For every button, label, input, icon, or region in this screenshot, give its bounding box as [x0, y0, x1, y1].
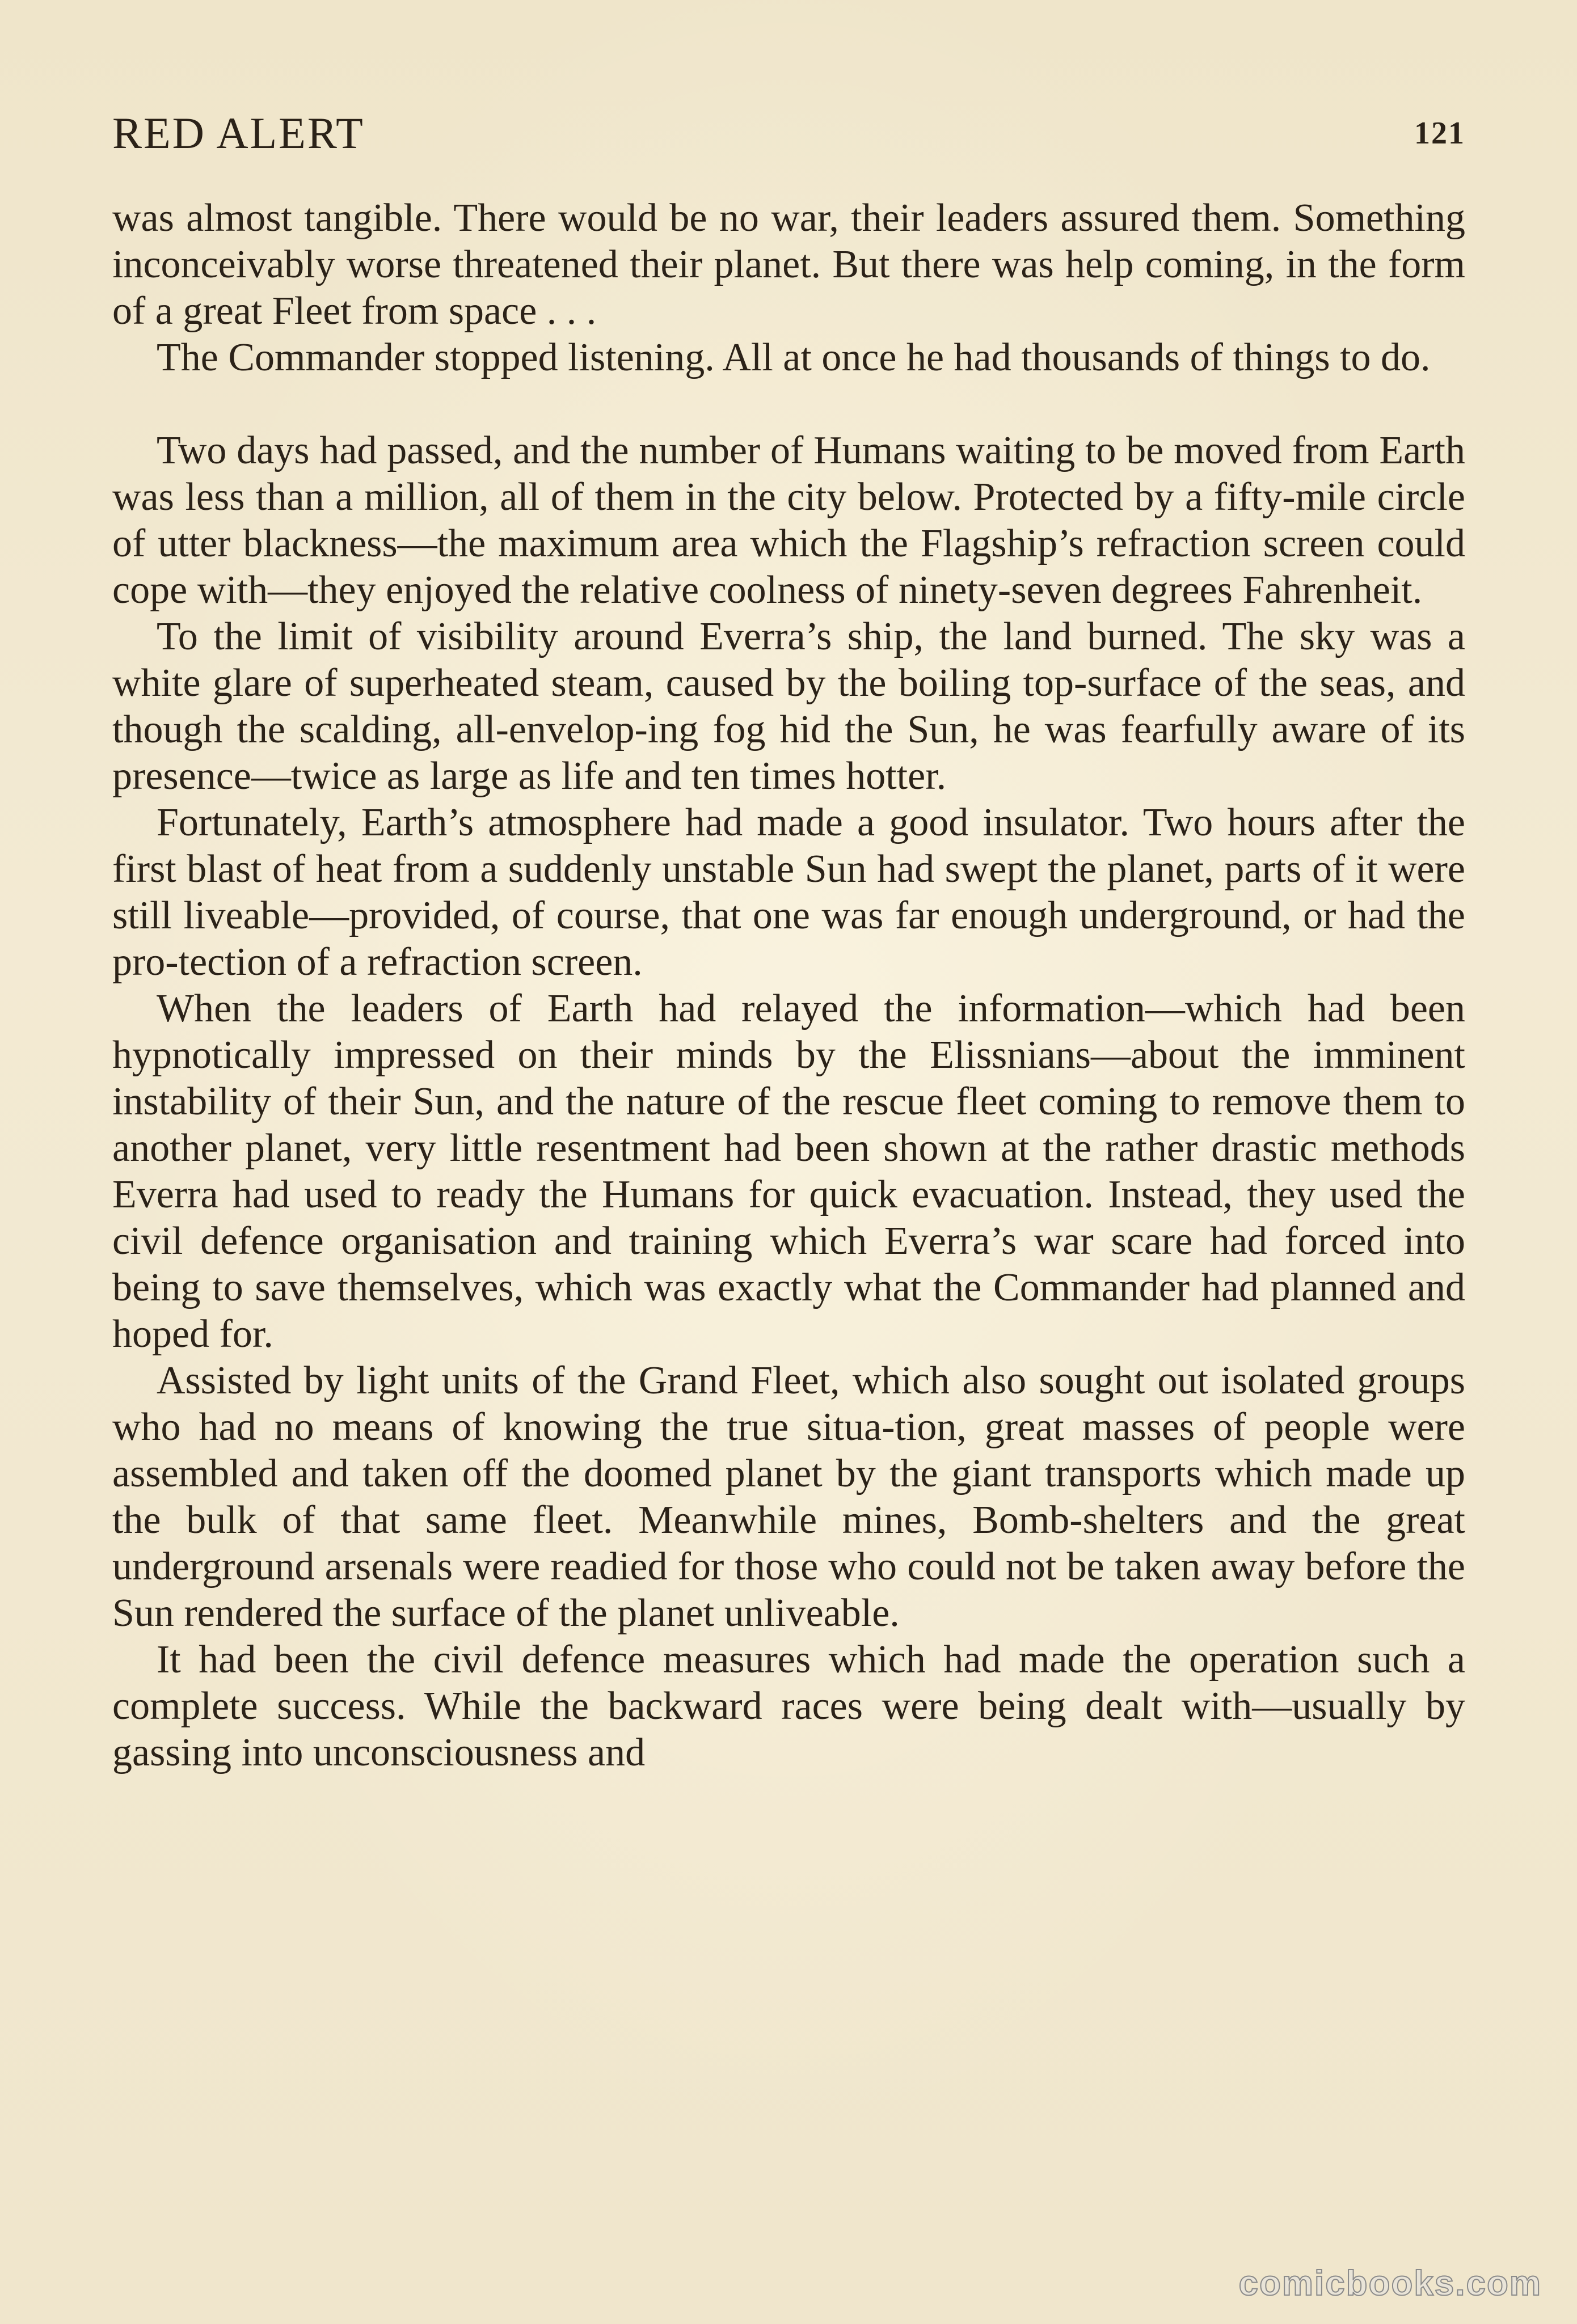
paragraph: When the leaders of Earth had relayed the information—which had been hypnotically impressed on their minds by the Elissnians—about the imminent instability of their Sun, and the nature of the rescue fleet coming to remove them to another planet, very little resentment had been shown at the rather drastic methods Everra had used to ready the Humans for quick evacuation. Instead, they used the civil defence organisation and training which Everra’s war scare had forced into being to save themselves, which was exactly what the Commander had planned and hoped for.: [112, 987, 1465, 1356]
paragraph: The Commander stopped listening. All at once he had thousands of things to do.: [157, 336, 1431, 379]
page-number: 121: [1414, 116, 1465, 151]
paragraph: Assisted by light units of the Grand Fleet, which also sought out isolated groups who had no means of knowing the true situa-tion, great masses of people were assembled and taken off the doomed planet by the giant transports which made up the bulk of that same fleet. Meanwhile mines, Bomb-shelters and the great underground arsenals were readied for those who could not be taken away before the Sun rendered the surface of the planet unliveable.: [112, 1359, 1465, 1635]
paragraph: It had been the civil defence measures which had made the operation such a complete success. While the backward races were being dealt with—usually by gassing into unconsciousness and: [112, 1638, 1465, 1774]
paragraph: was almost tangible. There would be no war, their leaders assured them. Something inconceivably worse threatened their planet. But there was help coming, in the form of a great Fleet from space . . .: [112, 196, 1465, 333]
paragraph: To the limit of visibility around Everra’s ship, the land burned. The sky was a white glare of superheated steam, caused by the boiling top-surface of the seas, and though the scalding, all-envelop-ing fog hid the Sun, he was fearfully aware of its presence—twice as large as life and ten times hotter.: [112, 615, 1465, 798]
paragraph: Two days had passed, and the number of Humans waiting to be moved from Earth was less than a million, all of them in the city below. Protected by a fifty-mile circle of utter blackness—the maximum area which the Flagship’s refraction screen could cope with—they enjoyed the relative coolness of ninety-seven degrees Fahrenheit.: [112, 429, 1465, 612]
running-head: [112, 102, 1465, 164]
paragraph: Fortunately, Earth’s atmosphere had made a good insulator. Two hours after the first blast of heat from a suddenly unstable Sun had swept the planet, parts of it were still liveable—provided, of course, that one was far enough underground, or had the pro-tection of a refraction screen.: [112, 801, 1465, 984]
body-text: [112, 195, 1465, 1776]
site-watermark: comicbooks.com: [1238, 2264, 1542, 2303]
running-title: RED ALERT: [112, 108, 365, 158]
